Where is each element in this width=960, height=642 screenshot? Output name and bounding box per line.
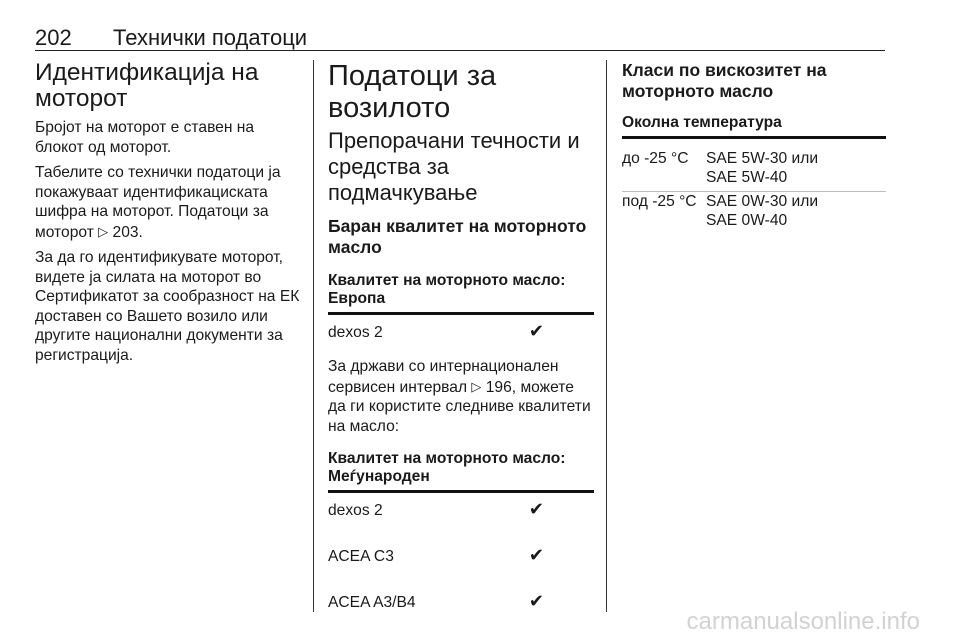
section-heading: Податоци за возилото — [328, 60, 497, 124]
page-number: 202 — [35, 25, 72, 50]
page-title: Технички податоци — [113, 25, 308, 50]
oil-quality-label: ACEA A3/B4 — [328, 594, 416, 611]
table-row — [328, 547, 594, 585]
viscosity-cell — [706, 149, 818, 187]
note-text: За држави со интернационален сервисен интервал — [328, 358, 559, 396]
table-header-europe: Квалитет на моторното масло: Европа — [328, 272, 594, 315]
table-international — [328, 501, 594, 631]
subsection-heading: Препорачани течности и средства за подмачкување — [328, 128, 580, 205]
note-rest: , можете да ги користите следниве квалитети на масло: — [328, 378, 591, 435]
topic-heading: Класи по вискозитет на моторното масло — [622, 60, 827, 101]
page-header — [35, 20, 885, 51]
paragraph: Бројот на моторот е ставен на блокот од моторот. — [35, 119, 255, 156]
viscosity-cell — [706, 192, 818, 230]
check-icon: ✔ — [528, 591, 544, 611]
check-icon: ✔ — [528, 545, 544, 565]
table-row — [328, 501, 594, 539]
oil-quality-label: dexos 2 — [328, 502, 383, 519]
table-header-international: Квалитет на моторното масло: Меѓународен — [328, 450, 594, 493]
column-viscosity-classes — [622, 60, 886, 244]
table-row — [622, 149, 886, 191]
viscosity-spec: SAE 5W-40 — [706, 169, 788, 186]
arrow-right-icon: ▷ — [98, 223, 109, 239]
check-icon: ✔ — [528, 321, 544, 341]
temperature-cell: до -25 °C — [622, 150, 689, 167]
paragraph: За да го идентификувате моторот, видете ја силата на моторот во Сертификатот за сообразност на ЕК доставен со Вашето возило или другите национални документи за регистрација. — [35, 249, 300, 364]
section-heading: Идентификација на моторот — [35, 59, 259, 112]
viscosity-spec: SAE 5W-30 или — [706, 150, 819, 167]
table-row — [328, 593, 594, 631]
column-vehicle-data — [328, 60, 594, 631]
column-divider — [313, 60, 314, 612]
note-paragraph — [328, 357, 594, 436]
topic-heading: Баран квалитет на моторното масло — [328, 216, 587, 257]
check-icon: ✔ — [528, 499, 544, 519]
paragraph-text: Табелите со технички податоци ја покажуваат идентификациската шифра на моторот. Податоци за моторот — [35, 164, 281, 241]
arrow-right-icon: ▷ — [471, 378, 482, 394]
column-divider — [606, 60, 607, 612]
temperature-cell: под -25 °C — [622, 193, 697, 210]
oil-quality-label: ACEA C3 — [328, 548, 394, 565]
table-europe — [328, 323, 594, 343]
oil-quality-label: dexos 2 — [328, 324, 383, 341]
table-row — [328, 323, 594, 343]
page-reference[interactable]: 203. — [112, 223, 143, 241]
watermark: carmanualsonline.info — [686, 608, 920, 635]
column-engine-identification — [35, 60, 303, 371]
viscosity-spec: SAE 0W-40 — [706, 212, 788, 229]
table-header-temperature: Околна температура — [622, 114, 886, 139]
page-reference[interactable]: 196 — [485, 378, 512, 396]
paragraph — [35, 163, 303, 242]
table-row — [622, 191, 886, 244]
viscosity-spec: SAE 0W-30 или — [706, 193, 819, 210]
